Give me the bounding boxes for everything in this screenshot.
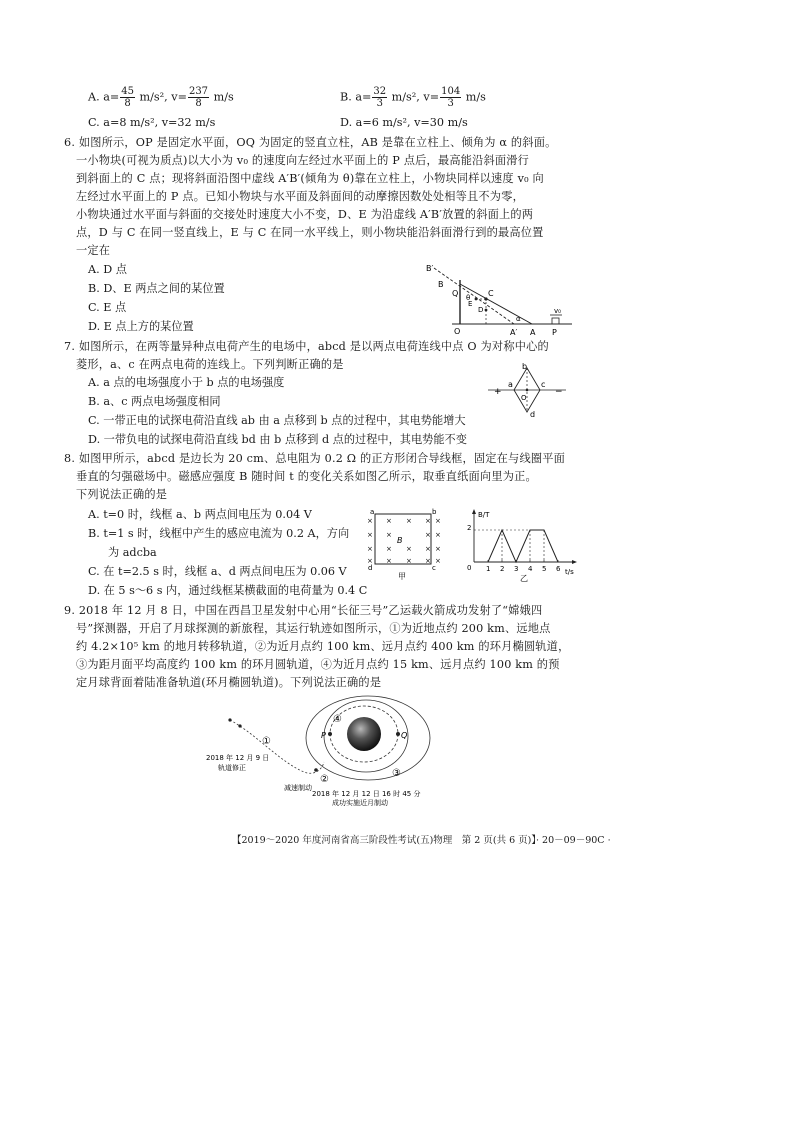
q8-option-c: C. 在 t=2.5 s 时，线框 a、d 两点间电压为 0.06 V xyxy=(88,565,347,578)
q6-option-a: A. D 点 xyxy=(88,263,127,276)
note-correction-date: 2018 年 12 月 9 日 xyxy=(206,754,270,762)
field-cross-mark: × xyxy=(435,557,441,565)
field-cross-mark: × xyxy=(406,557,412,565)
probe-dot xyxy=(228,718,231,721)
label-q: Q xyxy=(401,731,408,740)
note-correction: 轨道修正 xyxy=(218,764,246,772)
point-e xyxy=(475,298,478,301)
field-cross-mark: × xyxy=(425,545,431,553)
origin-label: 0 xyxy=(467,564,472,572)
corner-d: d xyxy=(368,564,373,572)
q6-line: 一小物块(可视为质点)以大小为 v₀ 的速度向左经过水平面上的 P 点后，最高能沿斜面滑行 xyxy=(76,154,530,167)
field-label: B xyxy=(397,536,403,545)
x-tick-label: 1 xyxy=(486,565,491,573)
label-b-prime: B′ xyxy=(426,264,434,273)
q6-line: 到斜面上的 C 点；现将斜面沿图中虚线 A′B′(倾角为 θ)靠在立柱上，小物块同样以速度 v₀ 向 xyxy=(76,172,544,185)
probe-dot xyxy=(238,724,241,727)
label-theta: θ xyxy=(466,294,471,302)
q9-line: 约 4.2×10⁵ km 的地月转移轨道，②为近月点约 100 km、远月点约 400 km 的环月椭圆轨道， xyxy=(76,640,570,653)
label-p: P xyxy=(321,731,326,740)
fraction: $\frac{104}{3}$ xyxy=(441,86,461,109)
x-tick-label: 5 xyxy=(542,565,547,573)
q8-line: 垂直的匀强磁场中。磁感应强度 B 随时间 t 的变化关系如图乙所示，取垂直纸面向里为正。 xyxy=(76,470,537,483)
q7-option-b: B. a、c 两点电场强度相同 xyxy=(88,395,221,408)
center-o xyxy=(526,389,529,392)
x-tick-label: 4 xyxy=(528,565,533,573)
label-orbit-2: ② xyxy=(320,774,329,785)
label-a: a xyxy=(508,380,513,389)
label-b: b xyxy=(522,362,528,371)
field-cross-mark: × xyxy=(425,531,431,539)
q8-frame-figure xyxy=(364,508,442,580)
y-tick-label: 2 xyxy=(467,524,472,532)
q9-orbit-figure xyxy=(196,694,446,806)
field-cross-mark: × xyxy=(406,517,412,525)
q7-option-c: C. 一带正电的试探电荷沿直线 ab 由 a 点移到 b 点的过程中，其电势能增大 xyxy=(88,414,466,427)
q6-line: 左经过水平面上的 P 点。已知小物块与水平面及斜面间的动摩擦因数处处相等且不为零， xyxy=(76,190,524,203)
field-cross-mark: × xyxy=(425,517,431,525)
label-p: P xyxy=(552,328,557,337)
figure-caption: 甲 xyxy=(398,572,406,580)
q9-line: 9. 2018 年 12 月 8 日，中国在西昌卫星发射中心用“长征三号”乙运载火箭成功发射了“嫦娥四 xyxy=(64,604,543,617)
point-d xyxy=(485,309,488,312)
field-cross-mark: × xyxy=(406,545,412,553)
field-cross-mark: × xyxy=(425,557,431,565)
label-orbit-1: ① xyxy=(262,736,271,747)
label-c: c xyxy=(541,380,546,389)
q7-option-a: A. a 点的电场强度小于 b 点的电场强度 xyxy=(88,376,285,389)
q6-line: 6. 如图所示，OP 是固定水平面，OQ 为固定的竖直立柱，AB 是靠在立柱上、倾角为 α 的斜面。 xyxy=(64,136,557,149)
point-q xyxy=(396,732,400,736)
note-capture: 成功实施近月制动 xyxy=(332,799,388,806)
q8-bt-graph xyxy=(462,508,580,582)
brake-point xyxy=(314,768,318,772)
x-tick-label: 3 xyxy=(514,565,519,573)
label-orbit-4: ④ xyxy=(333,714,342,725)
q6-option-d: D. E 点上方的某位置 xyxy=(88,320,194,333)
q5-option-d: D. a=6 m/s², v=30 m/s xyxy=(340,116,468,129)
field-cross-mark: × xyxy=(435,531,441,539)
y-axis-arrow xyxy=(472,509,476,514)
x-axis-label: t/s xyxy=(565,568,574,576)
x-axis-arrow xyxy=(572,560,577,564)
q6-line: 小物块通过水平面与斜面的交接处时速度大小不变，D、E 为沿虚线 A′B′放置的斜面上的两 xyxy=(76,208,534,221)
page-footer: 【2019～2020 年度河南省高三阶段性考试(五)物理 第 2 页(共 6 页)】 xyxy=(232,835,541,846)
label-a-prime: A′ xyxy=(510,328,518,337)
field-cross-mark: × xyxy=(386,557,392,565)
q7-rhombus-figure xyxy=(486,360,568,420)
label-d: d xyxy=(530,410,536,419)
x-tick-label: 2 xyxy=(500,565,505,573)
field-cross-mark: × xyxy=(386,531,392,539)
q7-line: 7. 如图所示，在两等量异种点电荷产生的电场中，abcd 是以两点电荷连线中点 O 为对称中心的 xyxy=(64,340,549,353)
q8-option-b: B. t=1 s 时，线框中产生的感应电流为 0.2 A，方向 xyxy=(88,527,350,540)
q6-option-b: B. D、E 两点之间的某位置 xyxy=(88,282,225,295)
block xyxy=(552,318,559,324)
q8-option-d: D. 在 5 s～6 s 内，通过线框某横截面的电荷量为 0.4 C xyxy=(88,584,368,597)
field-cross-mark: × xyxy=(367,545,373,553)
corner-a: a xyxy=(370,508,375,516)
moon xyxy=(347,717,381,751)
q6-line: 一定在 xyxy=(76,244,111,257)
field-cross-mark: × xyxy=(367,517,373,525)
label-o: O xyxy=(521,394,527,402)
label-e: E xyxy=(468,300,473,308)
field-cross-mark: × xyxy=(367,557,373,565)
fraction: $\frac{45}{8}$ xyxy=(121,86,134,109)
minus-charge: − xyxy=(555,387,563,397)
plus-charge: + xyxy=(494,387,502,397)
corner-c: c xyxy=(432,564,436,572)
q7-option-d: D. 一带负电的试探电荷沿直线 bd 由 b 点移到 d 点的过程中，其电势能不变 xyxy=(88,433,467,446)
label-b: B xyxy=(438,280,444,289)
point-p xyxy=(328,732,332,736)
q5-option-a: A. a= $\frac{45}{8}$ m/s², v= $\frac{237}{8}$ m/s xyxy=(88,86,234,109)
field-cross-mark: × xyxy=(435,545,441,553)
field-cross-mark: × xyxy=(367,531,373,539)
q8-line: 8. 如图甲所示，abcd 是边长为 20 cm、总电阻为 0.2 Ω 的正方形闭合导线框，固定在与线圈平面 xyxy=(64,452,565,465)
q8-line: 下列说法正确的是 xyxy=(76,488,168,501)
q5-option-b: B. a= $\frac{32}{3}$ m/s², v= $\frac{104}{3}$ m/s xyxy=(340,86,486,109)
fraction: $\frac{237}{8}$ xyxy=(188,86,209,109)
q6-incline-figure xyxy=(424,262,574,338)
label-a: A xyxy=(530,328,536,337)
corner-b: b xyxy=(432,508,437,516)
label-v0: v₀ xyxy=(554,307,561,315)
field-cross-mark: × xyxy=(435,517,441,525)
label-o: O xyxy=(454,327,461,336)
frame-abcd xyxy=(375,514,431,564)
field-cross-mark: × xyxy=(386,545,392,553)
q5-option-c: C. a=8 m/s², v=32 m/s xyxy=(88,116,216,129)
label-alpha: α xyxy=(516,315,521,323)
x-tick-label: 6 xyxy=(556,565,561,573)
page-code: · 20－09－90C · xyxy=(536,835,611,846)
q9-line: 号”探测器，开启了月球探测的新旅程，其运行轨迹如图所示，①为近地点约 200 km、远地点 xyxy=(76,622,551,635)
note-capture-date: 2018 年 12 月 12 日 16 时 45 分 xyxy=(312,790,421,798)
label-c: C xyxy=(488,289,494,298)
q8-option-b-cont: 为 adcba xyxy=(108,546,157,559)
q6-option-c: C. E 点 xyxy=(88,301,127,314)
fraction: $\frac{32}{3}$ xyxy=(373,86,387,109)
q9-line: ③为距月面平均高度约 100 km 的环月圆轨道，④为近月点约 15 km、远月点约 100 km 的预 xyxy=(76,658,560,671)
label-orbit-3: ③ xyxy=(392,768,401,779)
note-braking: 减速制动 xyxy=(284,784,312,792)
q6-line: 点，D 与 C 在同一竖直线上，E 与 C 在同一水平线上，则小物块能沿斜面滑行到的最高位置 xyxy=(76,226,544,239)
q8-option-a: A. t=0 时，线框 a、b 两点间电压为 0.04 V xyxy=(88,508,312,521)
incline-dashed xyxy=(434,268,514,324)
q7-line: 菱形，a、c 在两点电荷的连线上。下列判断正确的是 xyxy=(76,358,344,371)
label-d: D xyxy=(478,306,484,314)
q5-a-prefix: A. a= xyxy=(88,90,120,104)
y-axis-label: B/T xyxy=(478,511,490,519)
q9-line: 定月球背面着陆准备轨道(环月椭圆轨道)。下列说法正确的是 xyxy=(76,676,382,689)
label-q: Q xyxy=(452,289,459,298)
field-cross-mark: × xyxy=(386,517,392,525)
b-series-line xyxy=(474,530,558,562)
figure-caption: 乙 xyxy=(520,574,528,582)
